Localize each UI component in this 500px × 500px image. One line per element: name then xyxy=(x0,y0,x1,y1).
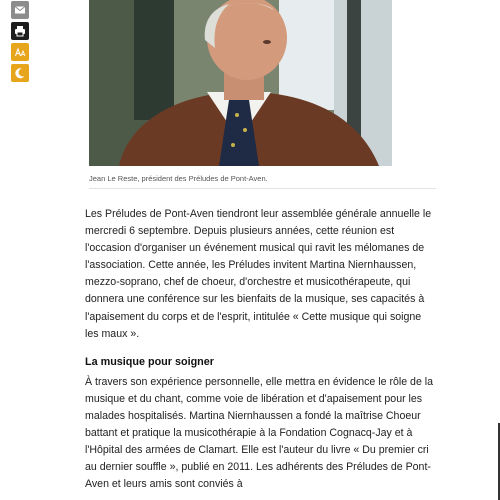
night-mode-button[interactable] xyxy=(11,64,29,82)
night-mode-icon xyxy=(14,67,26,79)
print-icon xyxy=(14,25,26,37)
font-size-button[interactable] xyxy=(11,43,29,61)
article-subheading: La musique pour soigner xyxy=(85,355,214,368)
print-button[interactable] xyxy=(11,22,29,40)
photo-caption: Jean Le Reste, président des Préludes de Pont-Aven. xyxy=(89,174,268,183)
article-photo xyxy=(89,0,392,166)
mail-icon xyxy=(14,4,26,16)
email-share-button[interactable] xyxy=(11,1,29,19)
article-paragraph: Les Préludes de Pont-Aven tiendront leur assemblée générale annuelle le mercredi 6 septembre. Depuis plusieurs années, cette réunion est l'occasion d'organiser un événement musical qui ravit les mélomanes de l'association. Cette année, les Préludes invitent Martina Niernhaussen, mezzo-soprano, chef de choeur, d'orchestre et musicothérapeute, qui donnera une conférence sur les bienfaits de la musique, ses capacités à l'apaisement du corps et de l'esprit, intitulée « Cette musique qui soigne les maux ». xyxy=(85,208,432,340)
caption-divider xyxy=(89,188,436,189)
article-body xyxy=(85,206,437,493)
font-size-icon xyxy=(14,46,26,58)
share-toolbar xyxy=(11,1,29,85)
article-paragraph: À travers son expérience personnelle, elle mettra en évidence le rôle de la musique et du chant, comme voie de libération et d'apaisement pour les malades hospitalisés. Martina Niernhaussen a fondé la maîtrise Choeur battant et pratique la musicothérapie à la Fondation Cognacq-Jay et à l'Hôpital des armées de Clamart. Elle est l'auteur du livre « Du premier cri au dernier souffle », publié en 2011. Les adhérents des Préludes de Pont-Aven et leurs amis sont conviés à xyxy=(85,375,434,491)
portrait-image xyxy=(89,0,392,166)
